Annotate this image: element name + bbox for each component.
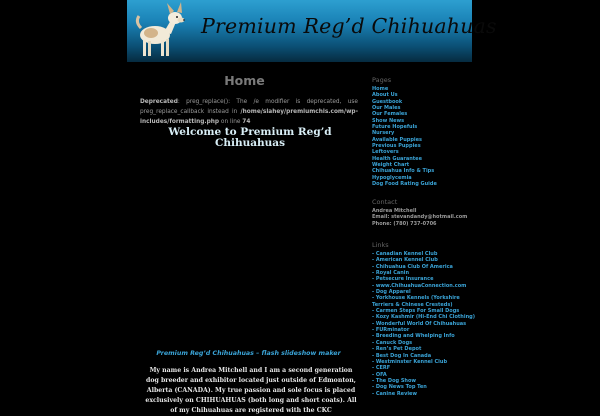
contact-section — [372, 198, 467, 227]
contact-email[interactable]: Email: stevandandy@hotmail.com — [372, 214, 468, 221]
sidebar-external-link[interactable]: - American Kennel Club — [372, 257, 438, 264]
sidebar-page-link[interactable]: Home — [372, 86, 389, 92]
sidebar-external-link[interactable]: - Ren’s Pet Depot — [372, 346, 422, 353]
sidebar-external-link[interactable]: - Kozy Kashmir (Hi-End Chi Clothing) — [372, 314, 476, 321]
sidebar-external-link[interactable]: - Yorkhouse Kennels (Yorkshire — [372, 295, 460, 302]
intro-paragraph: My name is Andrea Mitchell and I am a second generation dog breeder and exhibitor located just outside of Edmonton, Alberta (CANADA). My true passion and sole focus is placed exclusively on CHIHUAHUAS (both long and short coats). All of my Chihuahuas are registered with the CKC — [145, 367, 357, 414]
links-heading: Links — [372, 241, 389, 249]
sidebar — [372, 62, 476, 400]
sidebar-external-link[interactable]: - Best Dog In Canada — [372, 352, 432, 359]
sidebar-page-link[interactable]: Weight Chart — [372, 162, 410, 169]
contact-name: Andrea Mitchell — [372, 208, 417, 214]
sidebar-page-link[interactable]: Previous Puppies — [372, 143, 421, 150]
sidebar-page-link[interactable]: Chihuahua Info & Tips — [372, 168, 435, 175]
sidebar-external-link[interactable]: - Westminster Kennel Club — [372, 358, 448, 365]
sidebar-external-link[interactable]: - FURminator — [372, 327, 410, 334]
sidebar-page-link[interactable]: Leftovers — [372, 149, 399, 156]
contact-phone: Phone: (780) 737-0706 — [372, 220, 437, 227]
sidebar-external-link[interactable]: - The Dog Show — [372, 377, 417, 384]
contact-details — [372, 208, 467, 227]
sidebar-page-link[interactable]: Future Hopefuls — [372, 124, 418, 131]
pages-nav-list — [372, 86, 437, 188]
slideshow-caption-separator: – — [253, 350, 262, 357]
slideshow-caption — [127, 350, 370, 357]
sidebar-external-link[interactable]: - Petsecure Insurance — [372, 276, 434, 283]
pages-heading: Pages — [372, 76, 392, 84]
sidebar-external-link[interactable]: - Breeding and Whelping Info — [372, 333, 455, 340]
sidebar-external-link[interactable]: - Dog News Top Ten — [372, 384, 427, 391]
slideshow-link[interactable]: Premium Reg’d Chihuahuas — [156, 350, 254, 357]
sidebar-external-link[interactable]: - CERF — [372, 365, 391, 372]
sidebar-external-link[interactable]: - Carmen Steps For Small Dogs — [372, 308, 460, 315]
sidebar-page-link[interactable]: Hypoglycemia — [372, 174, 412, 181]
deprecated-on-line: on line — [219, 119, 243, 125]
sidebar-external-link[interactable]: - Canuck Dogs — [372, 339, 413, 346]
sidebar-page-link[interactable]: Our Females — [372, 111, 408, 118]
chihuahua-logo-image — [131, 2, 191, 60]
sidebar-external-link[interactable]: - Wonderful World Of Chihuahuas — [372, 320, 467, 327]
sidebar-external-link[interactable]: - Canine Review — [372, 390, 418, 397]
sidebar-page-link[interactable]: Guestbook — [372, 98, 403, 105]
flash-slideshow-area[interactable] — [147, 162, 342, 342]
site-title: Premium Reg’d Chihuahuas — [201, 14, 497, 38]
sidebar-external-link[interactable]: - www.ChihuahuaConnection.com — [372, 282, 467, 289]
welcome-heading: Welcome to Premium Reg’d Chihuahuas — [168, 126, 332, 149]
sidebar-external-link[interactable]: - Chihuahua Club Of America — [372, 263, 453, 270]
links-section — [372, 241, 475, 397]
php-deprecation-notice — [140, 97, 358, 127]
deprecated-line-number: 74 — [242, 119, 251, 125]
page-title: Home — [224, 73, 265, 88]
sidebar-external-link[interactable]: - Canadian Kennel Club — [372, 251, 438, 257]
sidebar-page-link[interactable]: Our Males — [372, 105, 401, 112]
pages-section — [372, 76, 437, 188]
deprecated-path: /home/slahey/premiumchis.com/wp-includes/formatting.php — [140, 109, 358, 125]
sidebar-external-link[interactable]: - OFA — [372, 371, 387, 378]
sidebar-page-link[interactable]: Health Guarantee — [372, 155, 422, 162]
sidebar-external-link[interactable]: - Royal Canin — [372, 270, 410, 277]
external-links-list — [372, 251, 475, 397]
sidebar-page-link[interactable]: Dog Food Rating Guide — [372, 181, 437, 188]
deprecated-message: : preg_replace(): The /e modifier is deprecated, use preg_replace_callback instead in — [140, 99, 358, 115]
sidebar-external-link[interactable]: - Dog Apparel — [372, 289, 411, 296]
sidebar-external-link[interactable]: Terriers & Chinese Cresteds) — [372, 301, 453, 308]
main-content — [127, 62, 362, 414]
deprecated-label: Deprecated — [140, 99, 178, 105]
sidebar-page-link[interactable]: Show News — [372, 117, 405, 124]
sidebar-page-link[interactable]: About Us — [372, 92, 398, 99]
sidebar-page-link[interactable]: Available Puppies — [372, 136, 423, 143]
contact-heading: Contact — [372, 198, 398, 206]
slideshow-maker-link[interactable]: flash slideshow maker — [261, 350, 341, 357]
sidebar-page-link[interactable]: Nursery — [372, 130, 395, 137]
site-header-banner[interactable] — [127, 0, 497, 62]
